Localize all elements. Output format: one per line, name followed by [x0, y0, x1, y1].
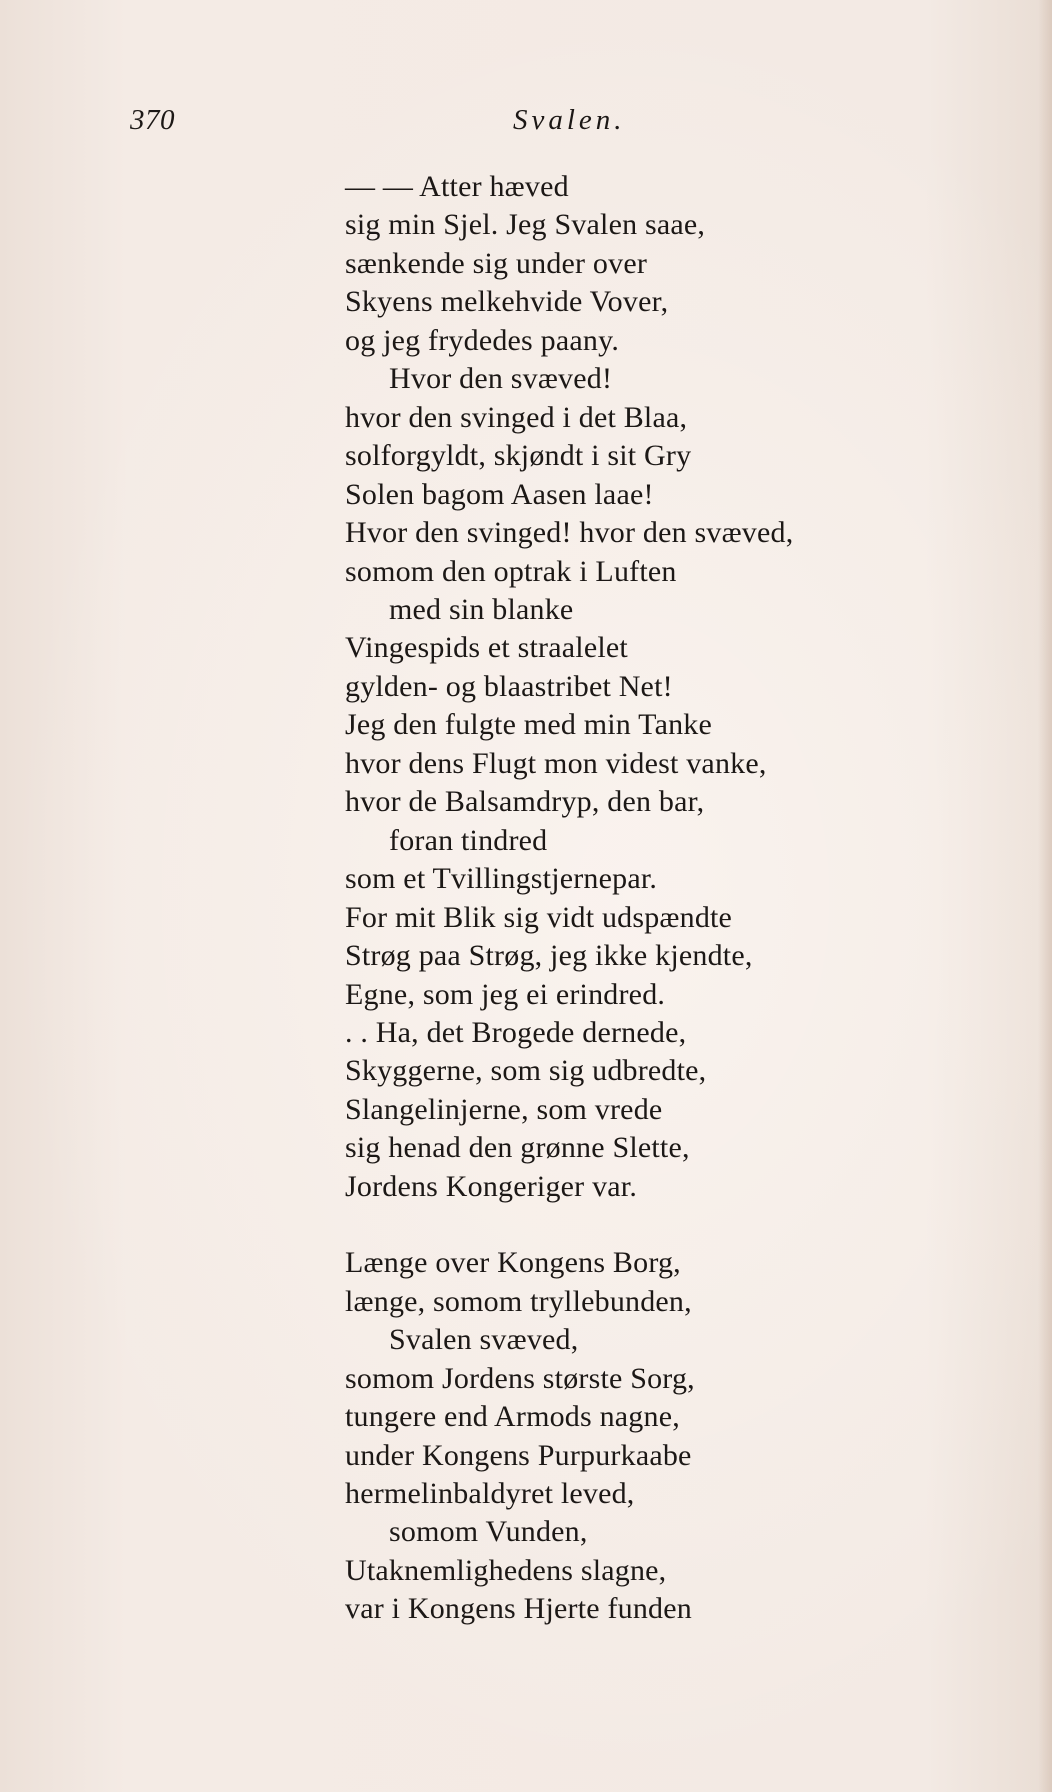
- stanza: [345, 168, 825, 1206]
- page-number: 370: [130, 104, 175, 136]
- poem-line: Skyens melkehvide Vover,: [345, 285, 669, 319]
- poem-line: Svalen svæved,: [389, 1323, 579, 1357]
- poem-line: foran tindred: [389, 823, 548, 857]
- poem-line: var i Kongens Hjerte funden: [345, 1592, 692, 1626]
- poem-line: Skyggerne, som sig udbredte,: [345, 1054, 707, 1088]
- poem-line: under Kongens Purpurkaabe: [345, 1438, 692, 1472]
- poem-line: Strøg paa Strøg, jeg ikke kjendte,: [345, 939, 753, 973]
- poem-line: For mit Blik sig vidt udspændte: [345, 900, 733, 934]
- stanza: [345, 1244, 825, 1629]
- poem-line: som et Tvillingstjernepar.: [345, 862, 658, 896]
- poem-line: solforgyldt, skjøndt i sit Gry: [345, 439, 692, 473]
- poem-line: sig henad den grønne Slette,: [345, 1131, 690, 1165]
- poem-line: hvor dens Flugt mon videst vanke,: [345, 746, 767, 780]
- poem-line: Vingespids et straalelet: [345, 631, 628, 665]
- poem-line: og jeg frydedes paany.: [345, 323, 620, 357]
- poem-line: Hvor den svinged! hvor den svæved,: [345, 516, 794, 550]
- poem-line: Jeg den fulgte med min Tanke: [345, 708, 713, 742]
- poem-line: — — Atter hæved: [345, 170, 569, 203]
- poem-line: Slangelinjerne, som vrede: [345, 1092, 663, 1126]
- poem-line: somom Vunden,: [389, 1515, 588, 1549]
- poem-line: Længe over Kongens Borg,: [345, 1246, 681, 1280]
- poem-line: sig min Sjel. Jeg Svalen saae,: [345, 208, 706, 242]
- poem-line: Hvor den svæved!: [389, 362, 613, 396]
- poem-line: somom Jordens største Sorg,: [345, 1361, 695, 1395]
- page-edge-shadow: [1038, 0, 1052, 1792]
- poem-line: tungere end Armods nagne,: [345, 1400, 680, 1434]
- poem-line: hvor de Balsamdryp, den bar,: [345, 785, 705, 819]
- poem-line: Utaknemlighedens slagne,: [345, 1553, 667, 1587]
- poem-line: Egne, som jeg ei erindred.: [345, 977, 666, 1011]
- poem-line: hermelinbaldyret leved,: [345, 1476, 635, 1510]
- running-header: [130, 104, 650, 144]
- poem-line: længe, somom tryllebunden,: [345, 1284, 692, 1318]
- poem-line: med sin blanke: [389, 592, 574, 626]
- poem-line: hvor den svinged i det Blaa,: [345, 400, 688, 434]
- poem-line: Jordens Kongeriger var.: [345, 1169, 638, 1203]
- poem-line: somom den optrak i Luften: [345, 554, 677, 588]
- poem-line: . . Ha, det Brogede dernede,: [345, 1015, 687, 1049]
- poem-line: Solen bagom Aasen laae!: [345, 477, 654, 511]
- poem-line: gylden- og blaastribet Net!: [345, 669, 673, 703]
- poem-body: [345, 168, 825, 1629]
- poem-line: sænkende sig under over: [345, 246, 648, 280]
- running-title: Svalen.: [513, 104, 626, 136]
